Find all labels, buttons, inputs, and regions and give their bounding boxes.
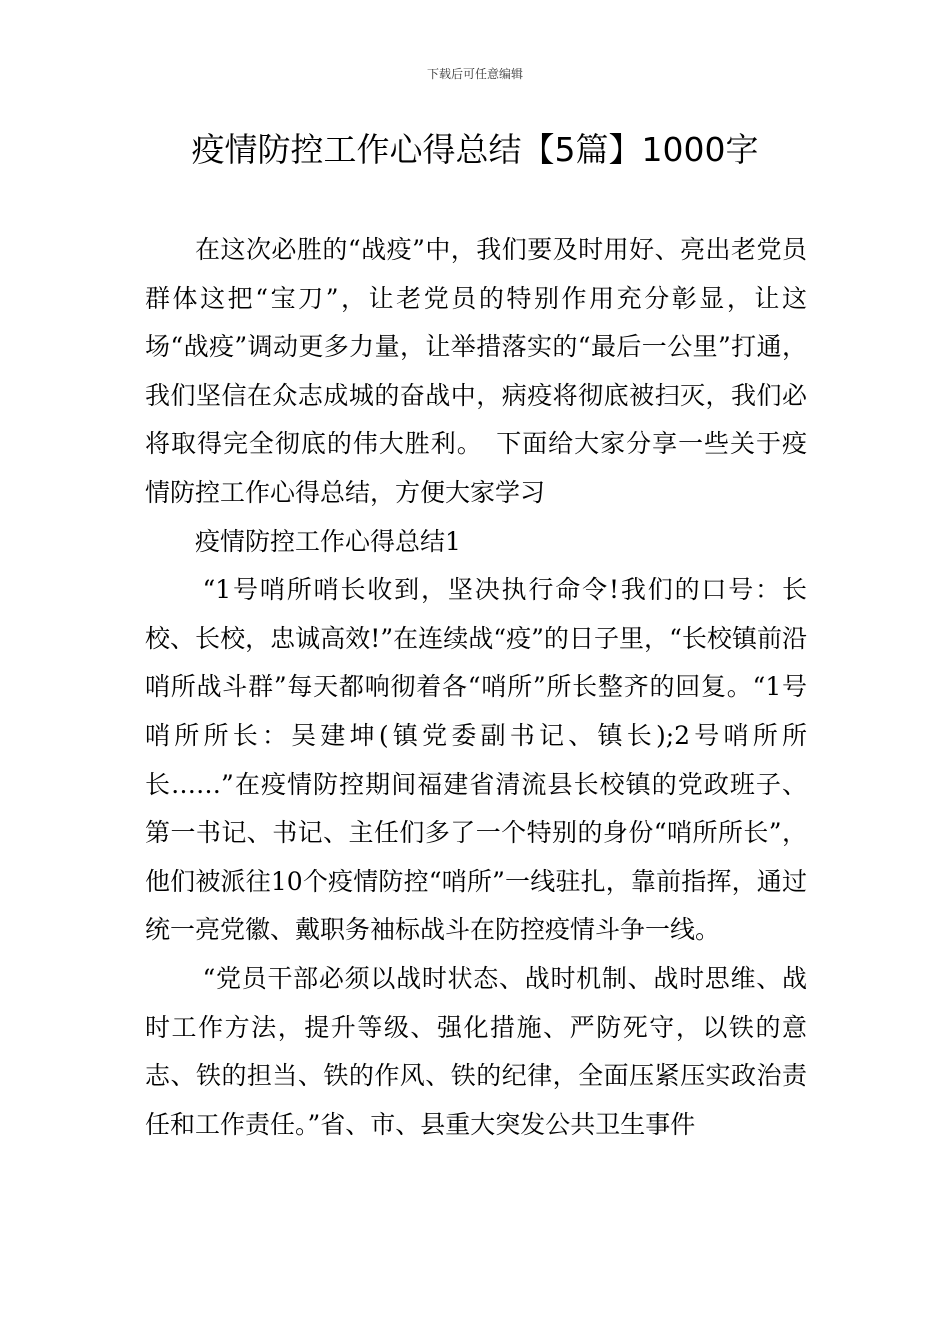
header-note: 下载后可任意编辑: [426, 67, 523, 81]
body-paragraph: “1号哨所哨长收到，坚决执行命令!我们的口号：长校、长校，忠诚高效!”在连续战“疫”的日子里，“长校镇前沿哨所战斗群”每天都响彻着各“哨所”所长整齐的回复。“1号哨所所长：吴建坤(镇党委副书记、镇长);2号哨所所长……”在疫情防控期间福建省清流县长校镇的党政班子、第一书记、书记、主任们多了一个特别的身份“哨所所长”，他们被派往10个疫情防控“哨所”一线驻扎，靠前指挥，通过统一亮党徽、戴职务袖标战斗在防控疫情斗争一线。: [145, 575, 807, 945]
document-title: 疫情防控工作心得总结【5篇】1000字: [191, 130, 759, 169]
document-body: [145, 226, 807, 1149]
section-heading: 疫情防控工作心得总结1: [195, 526, 461, 556]
body-paragraph: “党员干部必须以战时状态、战时机制、战时思维、战时工作方法，提升等级、强化措施、严防死守，以铁的意志、铁的担当、铁的作风、铁的纪律，全面压紧压实政治责任和工作责任。”省、市、县重大突发公共卫生事件: [145, 963, 807, 1139]
intro-paragraph: 在这次必胜的“战疫”中，我们要及时用好、亮出老党员群体这把“宝刀”，让老党员的特别作用充分彰显，让这场“战疫”调动更多力量，让举措落实的“最后一公里”打通，我们坚信在众志成城的奋战中，病疫将彻底被扫灭，我们必将取得完全彻底的伟大胜利。 下面给大家分享一些关于疫情防控工作心得总结，方便大家学习: [145, 235, 807, 507]
